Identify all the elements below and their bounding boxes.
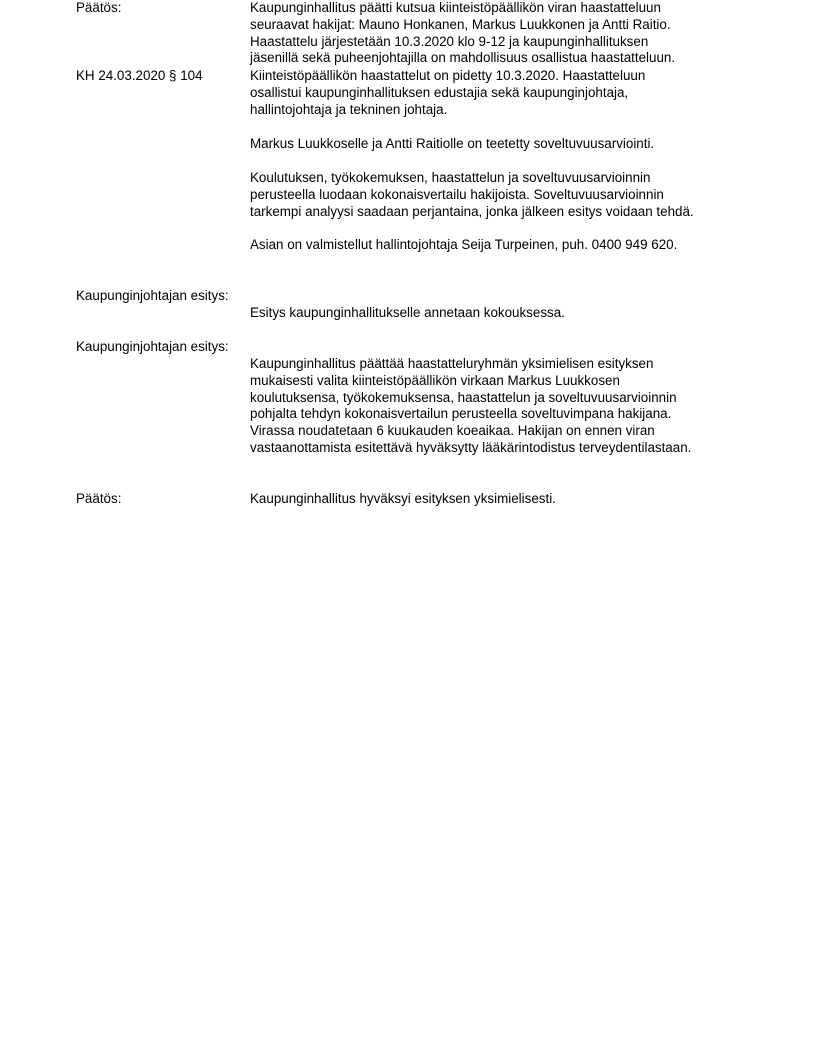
text-line: Koulutuksen, työkokemuksen, haastattelun ja soveltuvuusarvioinnin [250, 170, 651, 185]
text-line: jäsenillä sekä puheenjohtajilla on mahdollisuus osallistua haastatteluun. [250, 50, 676, 66]
mayor-proposal-label: Kaupunginjohtajan esitys: [76, 288, 229, 303]
text-line: tarkempi analyysi saadaan perjantaina, jonka jälkeen esitys voidaan tehdä. [250, 203, 694, 219]
text-line: mukaisesti valita kiinteistöpäällikön virkaan Markus Luukkosen [250, 372, 620, 388]
text-line: Haastattelu järjestetään 10.3.2020 klo 9-12 ja kaupunginhallituksen [250, 33, 649, 49]
text-line: Markus Luukkoselle ja Antti Raitiolle on teetetty soveltuvuusarviointi. [250, 136, 655, 151]
decision-label: Päätös: [76, 0, 122, 15]
mayor-proposal-text [250, 356, 790, 457]
paragraph [250, 491, 790, 508]
paragraph [250, 170, 790, 220]
text-line: Esitys kaupunginhallitukselle annetaan kokouksessa. [250, 305, 565, 320]
mayor-proposal-label: Kaupunginjohtajan esitys: [76, 339, 229, 354]
meeting-body [250, 237, 790, 254]
decision-text [250, 0, 790, 67]
meeting-body [250, 68, 790, 118]
meeting-body [250, 136, 790, 153]
paragraph [250, 305, 790, 322]
text-line: koulutuksensa, työkokemuksensa, haastattelun ja soveltuvuusarvioinnin [250, 389, 677, 405]
text-line: osallistui kaupunginhallituksen edustajia sekä kaupunginjohtaja, [250, 84, 629, 100]
meeting-body [250, 170, 790, 220]
paragraph [250, 136, 790, 153]
text-line: Kiinteistöpäällikön haastattelut on pidetty 10.3.2020. Haastatteluun [250, 68, 646, 83]
text-line: seuraavat hakijat: Mauno Honkanen, Markus Luukkonen ja Antti Raitio. [250, 16, 671, 32]
text-line: Kaupunginhallitus hyväksyi esityksen yksimielisesti. [250, 491, 556, 506]
paragraph [250, 68, 790, 118]
paragraph [250, 356, 790, 457]
text-line: pohjalta tehdyn kokonaisvertailun perusteella soveltuvimpana hakijana. [250, 406, 672, 422]
decision-text [250, 491, 790, 508]
paragraph [250, 0, 790, 67]
decision-label: Päätös: [76, 491, 122, 506]
paragraph [250, 237, 790, 254]
text-line: hallintojohtaja ja tekninen johtaja. [250, 101, 448, 117]
meeting-reference-label: KH 24.03.2020 § 104 [76, 68, 203, 83]
text-line: Kaupunginhallitus päättää haastatteluryhmän yksimielisen esityksen [250, 356, 654, 371]
text-line: Virassa noudatetaan 6 kuukauden koeaikaa. Hakijan on ennen viran [250, 423, 655, 439]
mayor-proposal-text [250, 305, 790, 322]
text-line: perusteella luodaan kokonaisvertailu hakijoista. Soveltuvuusarvioinnin [250, 186, 664, 202]
text-line: Asian on valmistellut hallintojohtaja Seija Turpeinen, puh. 0400 949 620. [250, 237, 678, 252]
text-line: vastaanottamista esitettävä hyväksytty lääkärintodistus terveydentilastaan. [250, 439, 692, 455]
text-line: Kaupunginhallitus päätti kutsua kiinteistöpäällikön viran haastatteluun [250, 0, 661, 15]
